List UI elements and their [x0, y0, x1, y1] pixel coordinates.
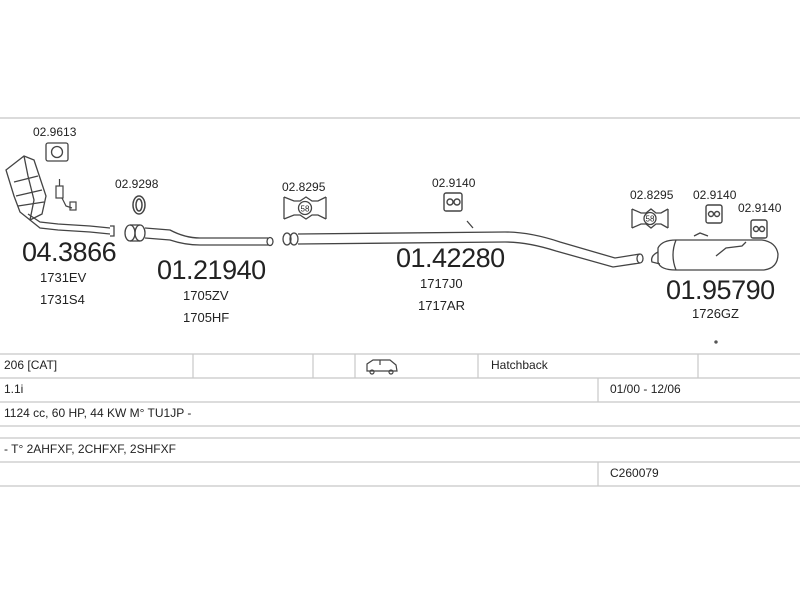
catalytic-converter-icon: [6, 156, 114, 236]
oxygen-sensor-icon: [56, 179, 76, 210]
hanger-icon: [444, 193, 462, 211]
clamp-ring-icon: [133, 196, 145, 214]
type-codes-cell: - T° 2AHFXF, 2CHFXF, 2SHFXF: [4, 442, 176, 456]
catalyst-ref-2: 1731S4: [40, 292, 85, 307]
front-pipe-ref-1: 1705ZV: [183, 288, 229, 303]
front-pipe: [125, 225, 273, 246]
clamp-a-part-number: 02.8295: [282, 180, 326, 194]
model-cell: 206 [CAT]: [4, 358, 58, 372]
car-icon: [367, 360, 397, 374]
front-pipe-part-number: 01.21940: [157, 255, 266, 285]
catalyst-part-number: 04.3866: [22, 237, 117, 267]
engine-cell: 1.1i: [4, 382, 24, 396]
hanger-b-part-number: 02.9140: [693, 188, 737, 202]
catalyst-ref-1: 1731EV: [40, 270, 87, 285]
clamp-b-part-number: 02.8295: [630, 188, 674, 202]
catalog-code-cell: C260079: [610, 466, 659, 480]
rear-silencer-part-number: 01.95790: [666, 275, 775, 305]
hanger-icon-2: [706, 205, 722, 223]
info-table-grid: [0, 354, 800, 486]
body-type-cell: Hatchback: [491, 358, 548, 372]
clamp-a-badge: 58: [300, 204, 310, 214]
gasket-part-number: 02.9613: [33, 125, 77, 139]
clamp-b-badge: 58: [645, 214, 655, 224]
hanger-icon-3: [751, 220, 767, 238]
middle-hanger-part-number: 02.9140: [432, 176, 476, 190]
specs-cell: 1124 cc, 60 HP, 44 KW M° TU1JP -: [4, 406, 192, 420]
middle-pipe-ref-1: 1717J0: [420, 276, 463, 291]
front-pipe-ref-2: 1705HF: [183, 310, 230, 325]
manifold-gasket-icon: [46, 143, 68, 161]
dates-cell: 01/00 - 12/06: [610, 382, 681, 396]
middle-pipe-ref-2: 1717AR: [418, 298, 465, 313]
front-clamp-part-number: 02.9298: [115, 177, 159, 191]
hanger-c-part-number: 02.9140: [738, 201, 782, 215]
rear-silencer-ref: 1726GZ: [692, 306, 739, 321]
middle-pipe-part-number: 01.42280: [396, 243, 505, 273]
